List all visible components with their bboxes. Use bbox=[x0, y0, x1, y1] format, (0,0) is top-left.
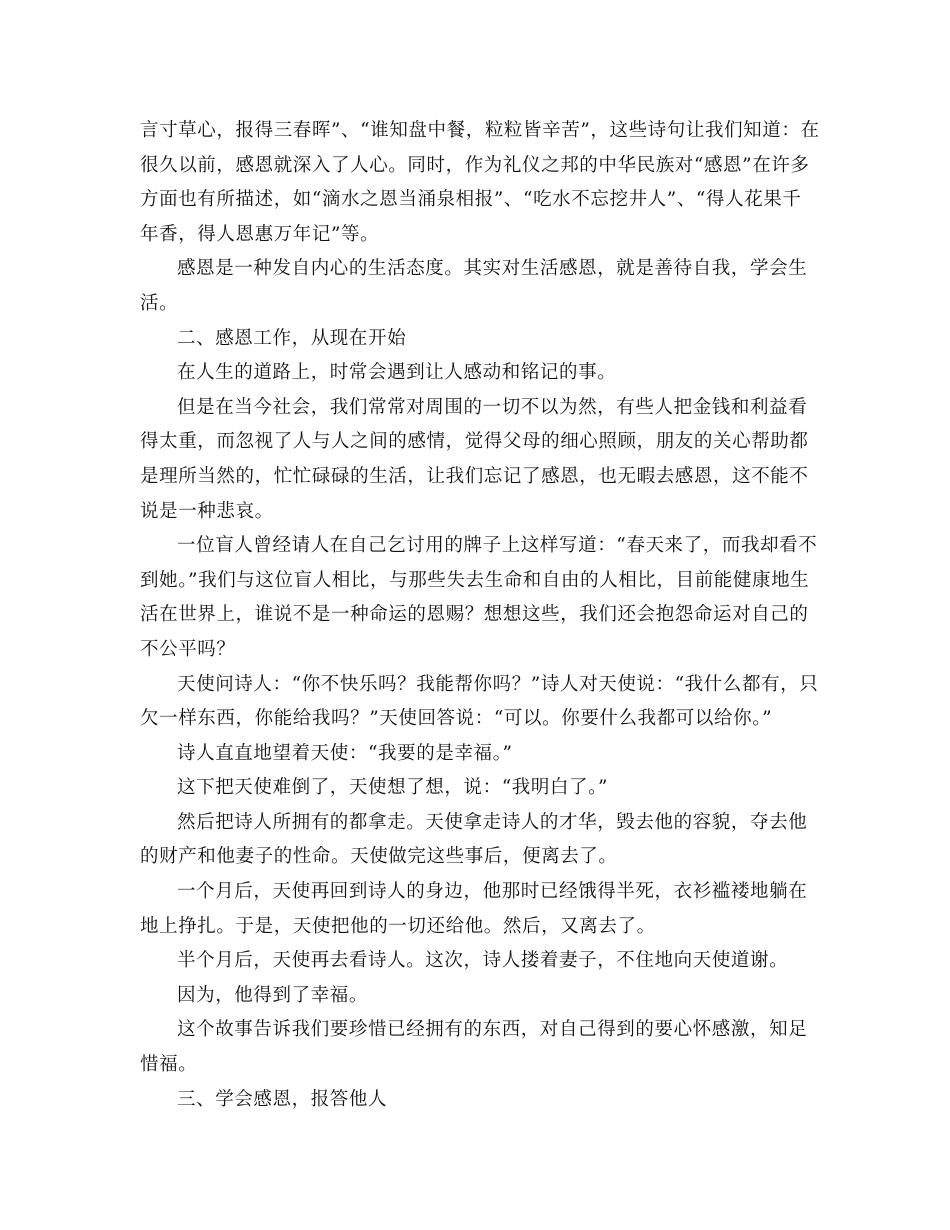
section-heading: 二、感恩工作，从现在开始 bbox=[177, 327, 407, 349]
section-heading: 三、学会感恩，报答他人 bbox=[177, 1088, 388, 1110]
paragraph: 然后把诗人所拥有的都拿走。天使拿走诗人的才华，毁去他的容貌，夺去他的财产和他妻子的性命。天使做完这些事后，便离去了。 bbox=[140, 811, 808, 868]
paragraph: 这个故事告诉我们要珍惜已经拥有的东西，对自己得到的要心怀感激，知足惜福。 bbox=[140, 1019, 808, 1076]
paragraph: 诗人直直地望着天使：“我要的是幸福。” bbox=[177, 742, 513, 764]
paragraph: 天使问诗人：“你不快乐吗？我能帮你吗？”诗人对天使说：“我什么都有，只欠一样东西，你能给我吗？”天使回答说：“可以。你要什么我都可以给你。” bbox=[140, 673, 819, 730]
paragraph: 但是在当今社会，我们常常对周围的一切不以为然，有些人把金钱和利益看得太重，而忽视了人与人之间的感情，觉得父母的细心照顾，朋友的关心帮助都是理所当然的，忙忙碌碌的生活，让我们忘记了感恩，也无暇去感恩，这不能不说是一种悲哀。 bbox=[140, 396, 809, 522]
paragraph: 这下把天使难倒了，天使想了想，说：“我明白了。” bbox=[177, 777, 609, 799]
paragraph: 半个月后，天使再去看诗人。这次，诗人搂着妻子，不住地向天使道谢。 bbox=[177, 950, 789, 972]
document-body bbox=[140, 114, 820, 1117]
paragraph: 言寸草心，报得三春晖”、“谁知盘中餐，粒粒皆辛苦”，这些诗句让我们知道：在很久以前，感恩就深入了人心。同时，作为礼仪之邦的中华民族对“感恩”在许多方面也有所描述，如“滴水之恩当涌泉相报”、“吃水不忘挖井人”、“得人花果千年香，得人恩惠万年记”等。 bbox=[140, 120, 820, 245]
paragraph: 在人生的道路上，时常会遇到让人感动和铭记的事。 bbox=[177, 362, 617, 384]
paragraph: 一位盲人曾经请人在自己乞讨用的牌子上这样写道：“春天来了，而我却看不到她。”我们与这位盲人相比，与那些失去生命和自由的人相比，目前能健康地生活在世界上，谁说不是一种命运的恩赐？想想这些，我们还会抱怨命运对自己的不公平吗？ bbox=[140, 535, 818, 660]
paragraph: 因为，他得到了幸福。 bbox=[177, 984, 369, 1006]
paragraph: 感恩是一种发自内心的生活态度。其实对生活感恩，就是善待自我，学会生活。 bbox=[140, 258, 808, 314]
paragraph: 一个月后，天使再回到诗人的身边，他那时已经饿得半死，衣衫褴褛地躺在地上挣扎。于是，天使把他的一切还给他。然后，又离去了。 bbox=[140, 881, 808, 937]
